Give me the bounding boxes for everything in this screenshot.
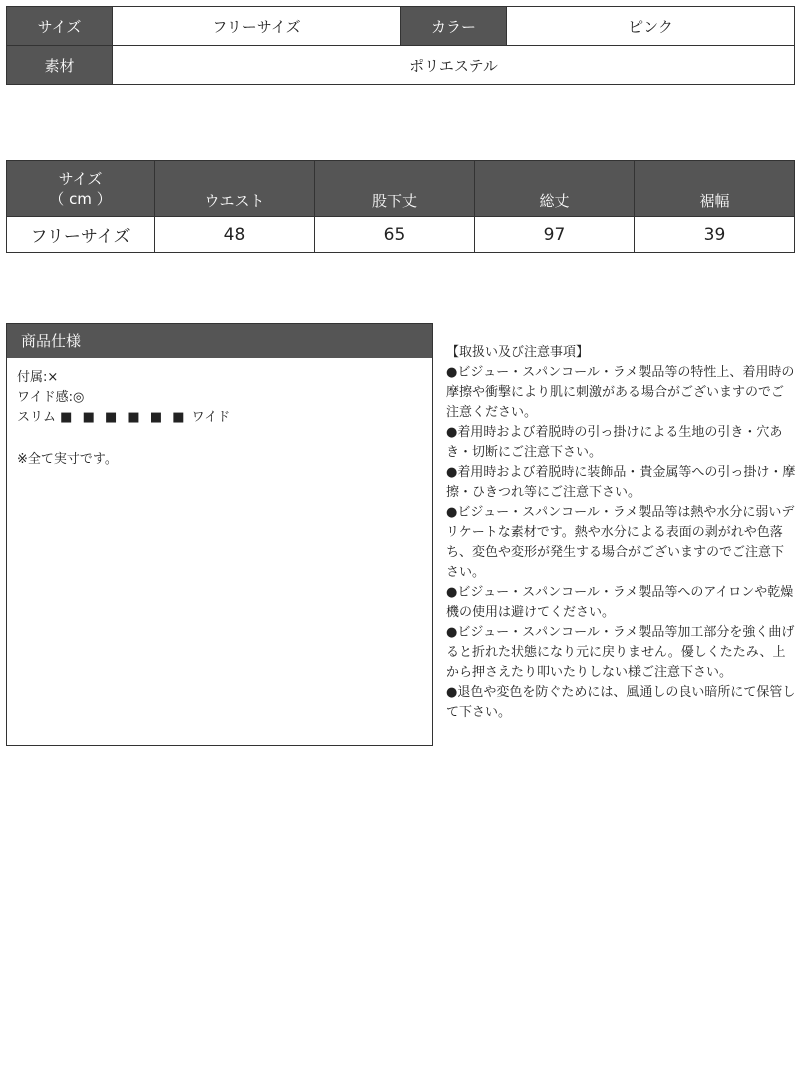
care-item: ●ビジュー・スパンコール・ラメ製品等は熱や水分に弱いデリケートな素材です。熱や水分による表面の剥がれや色落ち、変色や変形が発生する場合がございますのでご注意下さい。	[446, 505, 795, 580]
cell-inseam: 65	[315, 217, 475, 253]
size-table	[6, 160, 795, 253]
care-title: 【取扱い及び注意事項】	[446, 345, 590, 360]
table-row	[7, 217, 795, 253]
cell-waist: 48	[155, 217, 315, 253]
fit-scale	[17, 408, 422, 428]
material-value: ポリエステル	[113, 46, 795, 85]
measurement-note: ※全て実寸です。	[17, 452, 118, 467]
fit-scale-squares: ■ ■ ■ ■ ■ ■	[60, 410, 188, 425]
spec-box	[6, 323, 433, 746]
care-item: ●退色や変色を防ぐためには、風通しの良い暗所にて保管して下さい。	[446, 685, 796, 720]
material-label: 素材	[7, 46, 113, 85]
wide-feel-text: ワイド感:◎	[17, 390, 85, 405]
spec-title: 商品仕様	[7, 324, 432, 358]
care-item: ●ビジュー・スパンコール・ラメ製品等の特性上、着用時の摩擦や衝撃により肌に刺激がある場合がございますのでご注意ください。	[446, 365, 795, 420]
size-label: サイズ	[7, 7, 113, 46]
cell-total-length: 97	[475, 217, 635, 253]
color-label: カラー	[401, 7, 507, 46]
size-header-line1: サイズ	[58, 169, 103, 188]
care-item: ●着用時および着脱時の引っ掛けによる生地の引き・穴あき・切断にご注意下さい。	[446, 425, 783, 460]
column-header-waist: ウエスト	[155, 161, 315, 217]
size-value: フリーサイズ	[113, 7, 401, 46]
size-header-line2: （ cm ）	[49, 189, 112, 208]
basic-info-table	[6, 6, 795, 85]
care-item: ●着用時および着脱時に装飾品・貴金属等への引っ掛け・摩擦・ひきつれ等にご注意下さい。	[446, 465, 796, 500]
accessories-text: 付属:×	[17, 370, 59, 385]
row-size: フリーサイズ	[7, 217, 155, 253]
cell-hem-width: 39	[635, 217, 795, 253]
color-value: ピンク	[507, 7, 795, 46]
column-header-inseam: 股下丈	[315, 161, 475, 217]
care-item: ●ビジュー・スパンコール・ラメ製品等加工部分を強く曲げると折れた状態になり元に戻りません。優しくたたみ、上から押さえたり叩いたりしない様ご注意下さい。	[446, 625, 795, 680]
column-header-hem-width: 裾幅	[635, 161, 795, 217]
wide-label: ワイド	[191, 410, 231, 425]
care-item: ●ビジュー・スパンコール・ラメ製品等へのアイロンや乾燥機の使用は避けてください。	[446, 585, 794, 620]
size-header	[7, 161, 155, 217]
spec-body	[7, 358, 432, 480]
column-header-total-length: 総丈	[475, 161, 635, 217]
care-notes	[446, 343, 796, 723]
slim-label: スリム	[17, 410, 57, 425]
